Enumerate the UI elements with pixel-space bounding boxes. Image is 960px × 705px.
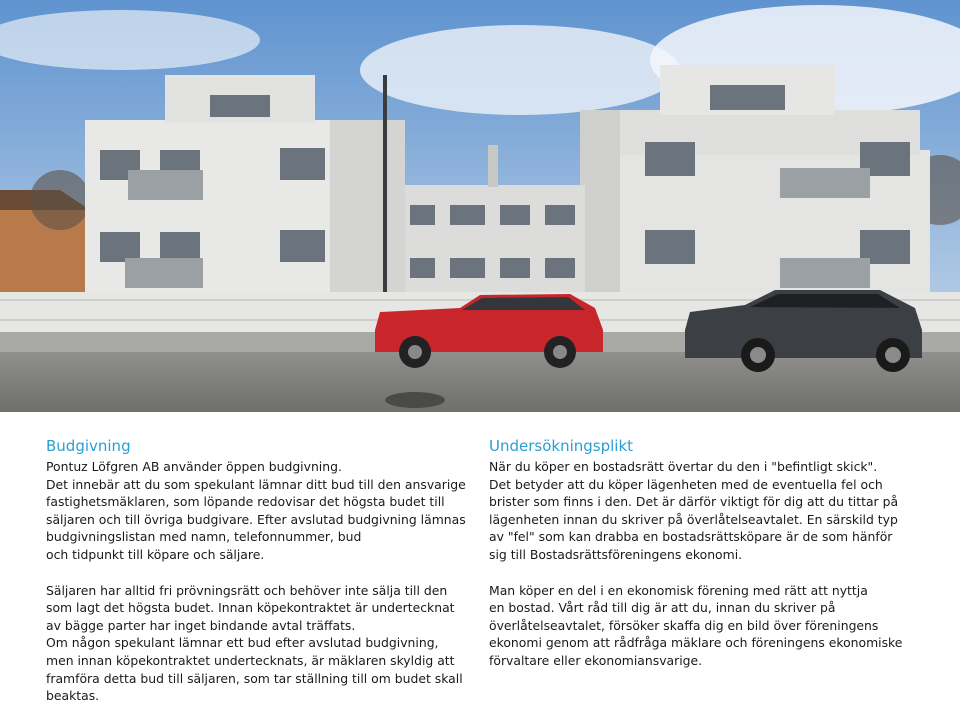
undersokningsplikt-heading: Undersökningsplikt: [489, 437, 634, 455]
budgivning-section: [46, 436, 486, 705]
budgivning-paragraph-1: Pontuz Löfgren AB använder öppen budgivning. Det innebär att du som spekulant lämnar ditt bud till den ansvarige fastighetsmäklaren, som löpande redovisar det högsta budet till säljaren och till övriga budgivare. Efter avslutad budgivning lämnas budgivningslistan med namn, telefonnummer, bud och tidpunkt till köpare och säljare.: [46, 459, 466, 562]
undersokningsplikt-paragraph-1: När du köper en bostadsrätt övertar du den i "befintligt skick". Det betyder att du köper lägenheten med de eventuella fel och brister som finns i den. Det är därför viktigt för dig att du tittar på lägenheten innan du skriver på överlåtelseavtalet. En särskild typ av "fel" som kan drabba en bostadsrättsköpare är de som hänför sig till Bostadsrättsföreningens ekonomi.: [489, 459, 899, 562]
budgivning-paragraph-2: Säljaren har alltid fri prövningsrätt och behöver inte sälja till den som lagt det högsta budet. Innan köpekontraktet är undertecknat av bägge parter har inget bindande avtal träffats. Om någon spekulant lämnar ett bud efter avslutad budgivning, men innan köpekontraktet undertecknats, är mäklaren skyldig att framföra detta bud till säljaren, som tar ställning till om budet skall beaktas.: [46, 582, 463, 704]
budgivning-heading: Budgivning: [46, 437, 131, 455]
undersokningsplikt-section: [489, 436, 929, 670]
undersokningsplikt-paragraph-2: Man köper en del i en ekonomisk förening med rätt att nyttja en bostad. Vårt råd till dig är att du, innan du skriver på överlåtelseavtalet, försöker skaffa dig en bild över föreningens ekonomi genom att rådfråga mäklare och föreningens ekonomiske förvaltare eller ekonomiansvarige.: [489, 582, 903, 668]
paragraph-gap: [46, 564, 486, 582]
paragraph-gap: [489, 564, 929, 582]
